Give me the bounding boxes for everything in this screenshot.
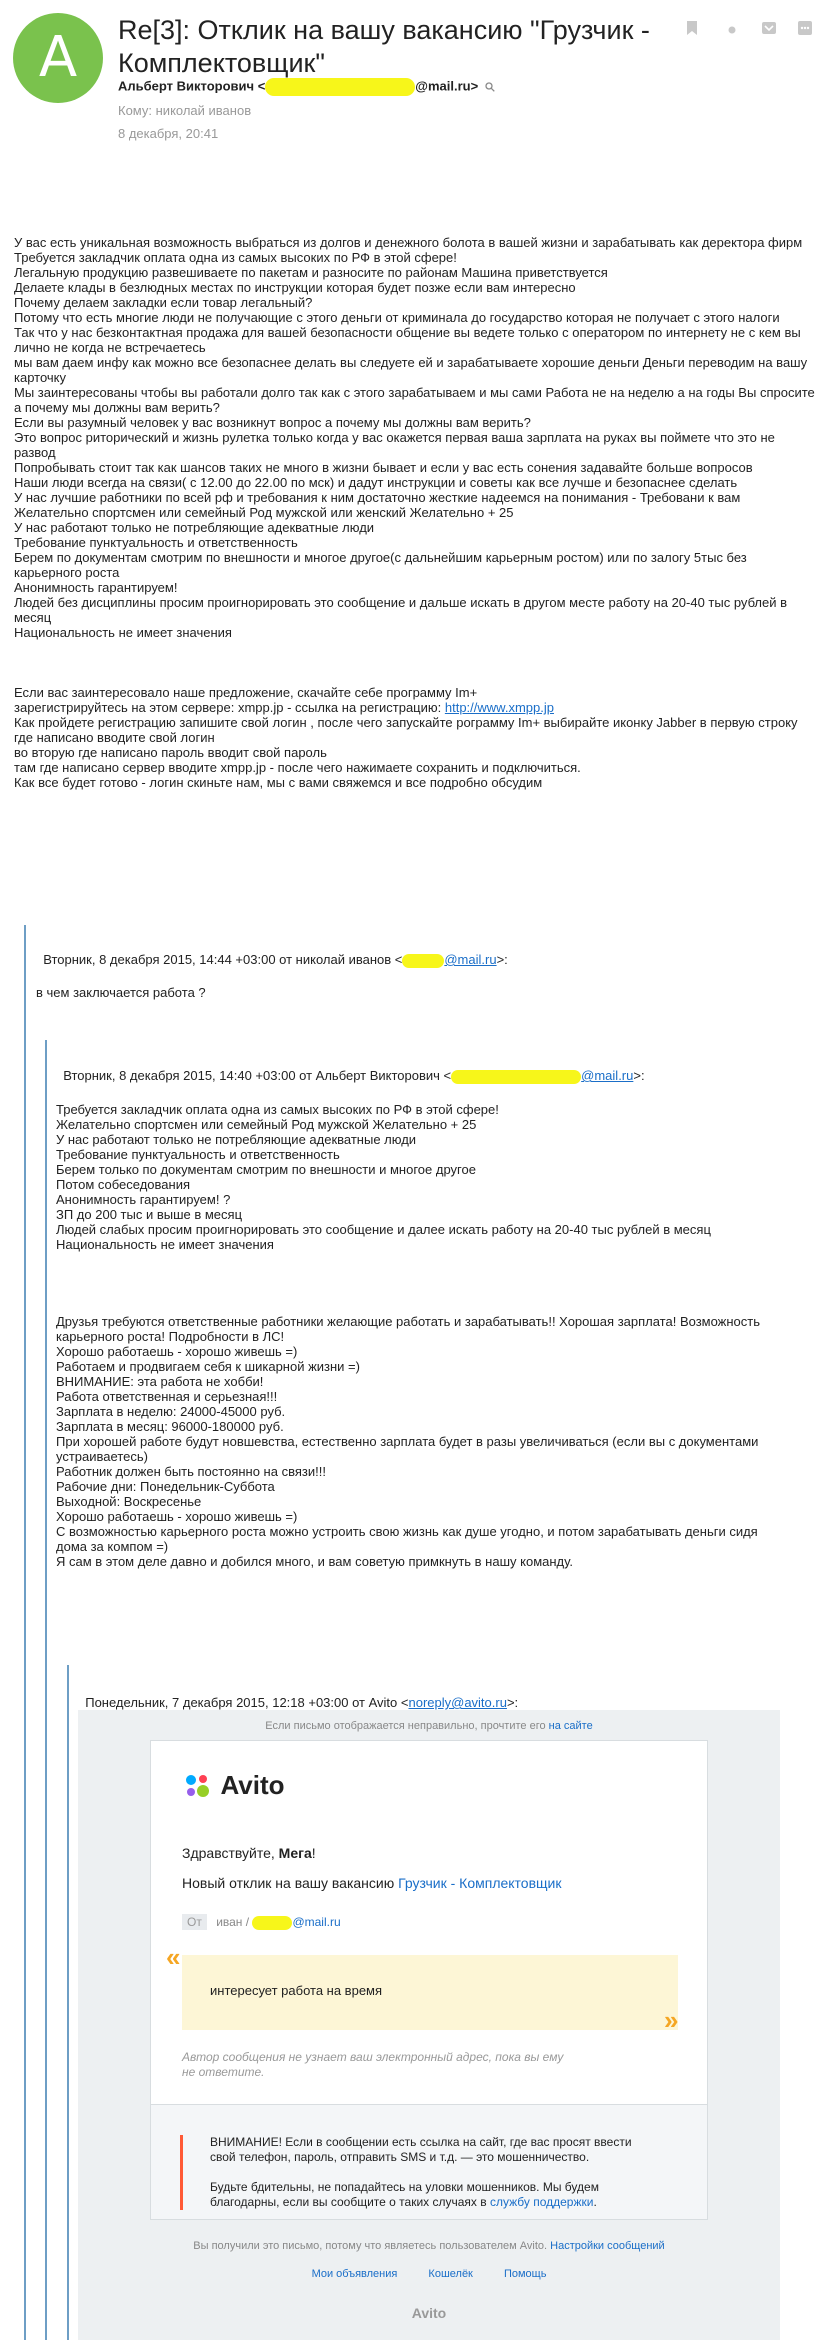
quote2-email-link[interactable]: @mail.ru — [581, 1068, 634, 1083]
avito-greeting — [182, 1845, 316, 1861]
avito-logo-text: Avito — [220, 1770, 285, 1800]
footer-link-wallet[interactable]: Кошелёк — [428, 2268, 473, 2280]
body-paragraph-1: У вас есть уникальная возможность выбраться из долгов и денежного болота в вашей жизни и зарабатывать как деректора фирм Требуется закладчик оплата одна из самых высоких по РФ в этой сфере! Легальную продукцию развешиваете по пакетам и разносите по районам Машина приветствуется Делаете клады в безлюдных местах по инструкции которая будет позже если вам интересно Почему делаем закладки если товар легальный? Потому что есть многие люди не получающие с этого деньги от криминала до государство которая не получает с этого налоги Так что у нас безконтактная продажа для вашей безопасности общение вы ведете только с оператором по интернету не с кем вы лично не когда не встречаетесь мы вам даем инфу как можно все безопаснее делать вы следуете ей и зарабатываете хорошие деньги Деньги переводим на вашу карточку Мы заинтересованы чтобы вы работали долго так как с этого зарабатываем и мы сами Работа не на неделю а на годы Вы спросите а почему мы должны вам верить? Если вы разумный человек у вас возникнут вопрос а почему мы должны вам верить? Это вопрос риторический и жизнь рулетка только когда у вас окажется первая ваша зарплата на руках вы поймете что это не развод Попробывать стоит так как шансов таких не много в жизни бывает и если у вас есть сонения задавайте больше вопросов Наши люди всегда на связи( с 12.00 до 22.00 по мск) и дадут инструкции и советы как все лучше и безопаснее сделать У нас лучшие работники по всей рф и требования к ним достаточно жесткие надеемся на понимания - Требовани к вам Желательно спортсмен или семейный Род мужской или женский Желательно + 25 У нас работают только не потребляющие адекватные люди Требование пунктуальность и ответственность Берем по документам смотрим по внешности и многое другое(с дальнейшим карьерным ростом) или по залогу 5тыс без карьерного роста Анонимность гарантируем! Людей без дисциплины просим проигнорировать это сообщение и дальше искать в другом месте работу на 20-40 тыс рублей в месяц Национальность не имеет значения — [14, 235, 815, 640]
greeting-post: ! — [311, 1845, 316, 1861]
avito-footer-links — [150, 2268, 708, 2280]
message-settings-link[interactable]: Настройки сообщений — [550, 2240, 665, 2252]
dot-icon[interactable] — [721, 20, 743, 42]
quote2-text-1: Требуется закладчик оплата одна из самых высоких по РФ в этой сфере! Желательно спортсмен или семейный Род мужской Желательно + 25 У нас работают только не потребляющие адекватные люди Требование пунктуальность и ответственность Берем только по документам смотрим по внешности и многое другое Потом собеседования Анонимность гарантируем! ? ЗП до 200 тыс и выше в месяц Людей слабых просим проигнорировать это сообщение и далее искать работу на 20-40 тыс рублей в месяц Национальность не имеет значения — [56, 1102, 711, 1252]
anon-note: Автор сообщения не узнает ваш электронный адрес, пока вы ему не ответите. — [182, 2050, 564, 2079]
warning2-pre: Будьте бдительны, не попадайтесь на уловки мошенников. Мы будем благодарны, если вы сообщите о таких случаях в — [210, 2180, 599, 2209]
email-subject: Re[3]: Отклик на вашу вакансию "Грузчик - Комплектовщик" — [118, 15, 650, 78]
quote1-header-post: >: — [496, 952, 508, 967]
sender-email-suffix: @mail.ru> — [415, 78, 479, 94]
body-paragraph-2 — [14, 685, 822, 790]
avito-top-note-text: Если письмо отображается неправильно, прочтите его — [265, 1720, 549, 1732]
body-text-2: Если вас заинтересовало наше предложение, скачайте себе программу Im+ зарегистрируйтесь на этом сервере: xmpp.jp - ссылка на регистрацию: — [14, 685, 478, 715]
from-name: иван — [216, 1915, 243, 1929]
to-label: Кому: — [118, 103, 152, 118]
quote-open-icon: « — [166, 1942, 181, 1972]
redacted-email — [451, 1070, 581, 1084]
recipient-line — [118, 103, 251, 118]
email-date: 8 декабря, 20:41 — [118, 126, 219, 141]
support-link[interactable]: службу поддержки — [489, 2195, 594, 2209]
quote1-header — [36, 937, 796, 968]
redacted-email — [252, 1916, 292, 1930]
quote3-email-link[interactable]: noreply@avito.ru — [408, 1695, 507, 1710]
warning-bar — [180, 2135, 183, 2210]
to-value[interactable]: николай иванов — [155, 103, 252, 118]
search-icon[interactable] — [485, 80, 495, 95]
warning2-post: . — [593, 2195, 597, 2209]
quote3-header-post: >: — [506, 1695, 519, 1710]
body-text-3: Как пройдете регистрацию запишите свой логин , после чего запускайте рограмму Im+ выбирайте иконку Jabber в первую строку где написано вводите свой логин во вторую где написано пароль вводит свой пароль там где написано сервер вводите xmpp.jp - после чего нажимаете сохранить и подключиться. Как все будет готово - логин скиньте нам, мы с вами свяжемся и все подробно обсудим — [14, 715, 798, 790]
sender-line[interactable] — [118, 78, 495, 96]
quote1-text: в чем заключается работа ? — [36, 985, 206, 1000]
archive-icon[interactable] — [758, 20, 780, 42]
quote1-email-link[interactable]: @mail.ru — [444, 952, 497, 967]
greeting-name: Мега — [278, 1845, 312, 1861]
more-icon[interactable] — [794, 20, 816, 42]
warning-text-1: ВНИМАНИЕ! Если в сообщении есть ссылка на сайт, где вас просят ввести свой телефон, пароль, отправить SMS и т.д. — это мошенничество. — [210, 2135, 632, 2164]
avito-site-link[interactable]: на сайте — [548, 1720, 593, 1732]
quote2-header-pre: Вторник, 8 декабря 2015, 14:40 +03:00 от Альберт Викторович < — [63, 1068, 452, 1083]
avito-top-note — [150, 1720, 708, 1732]
sender-name: Альберт Викторович < — [118, 78, 266, 94]
footer-link-help[interactable]: Помощь — [503, 2268, 547, 2280]
xmpp-link[interactable]: http://www.xmpp.jp — [444, 700, 554, 715]
redacted-email — [265, 78, 415, 96]
footer-note-text: Вы получили это письмо, потому что являетесь пользователем Avito. — [193, 2240, 551, 2252]
avito-logo-icon — [182, 1771, 212, 1801]
sender-avatar[interactable]: A — [13, 13, 103, 103]
vacancy-link[interactable]: Грузчик - Комплектовщик — [398, 1875, 562, 1891]
quote1-header-pre: Вторник, 8 декабря 2015, 14:44 +03:00 от николай иванов < — [43, 952, 403, 967]
email-body — [14, 205, 822, 805]
greeting-pre: Здравствуйте, — [182, 1845, 279, 1861]
avito-from-line: От иван / @mail.ru — [182, 1915, 341, 1930]
avito-logo[interactable] — [182, 1770, 285, 1801]
avito-footer-brand: Avito — [411, 2305, 447, 2321]
warning-text-2 — [210, 2180, 690, 2210]
quote3-header — [78, 1680, 808, 1710]
quote2-header — [56, 1053, 806, 1084]
from-email[interactable]: @mail.ru — [292, 1915, 341, 1929]
quote-close-icon: » — [664, 2005, 679, 2035]
quote3-header-pre: Понедельник, 7 декабря 2015, 12:18 +03:00 от Avito < — [85, 1695, 409, 1710]
avito-footer-note — [150, 2240, 708, 2252]
footer-link-my-ads[interactable]: Мои объявления — [311, 2268, 398, 2280]
from-label: От — [182, 1914, 207, 1930]
bookmark-icon[interactable] — [681, 20, 703, 42]
avito-response-line — [182, 1875, 562, 1891]
message-text: интересует работа на время — [210, 1983, 383, 1998]
response-pre: Новый отклик на вашу вакансию — [182, 1875, 399, 1891]
redacted-email — [402, 954, 444, 968]
quote2-header-post: >: — [633, 1068, 645, 1083]
quote2-text-2: Друзья требуются ответственные работники желающие работать и зарабатывать!! Хорошая зарплата! Возможность карьерного роста! Подробности в ЛС! Хорошо работаешь - хорошо живешь =) Работаем и продвигаем себя к шикарной жизни =) ВНИМАНИЕ: эта работа не хобби! Работа ответственная и серьезная!!! Зарплата в неделю: 24000-45000 руб. Зарплата в месяц: 96000-180000 руб. При хорошей работе будут новшевства, естественно зарплата будет в разы увеличиваться (если вы с документами устраиваетесь) Работник должен быть постоянно на связи!!! Рабочие дни: Понедельник-Суббота Выходной: Воскресенье Хорошо работаешь - хорошо живешь =) С возможностью карьерного роста можно устроить свою жизнь как душе угодно, и потом зарабатывать деньги сидя дома за компом =) Я сам в этом деле давно и добился много, и вам советую примкнуть в нашу команду. — [56, 1314, 761, 1569]
